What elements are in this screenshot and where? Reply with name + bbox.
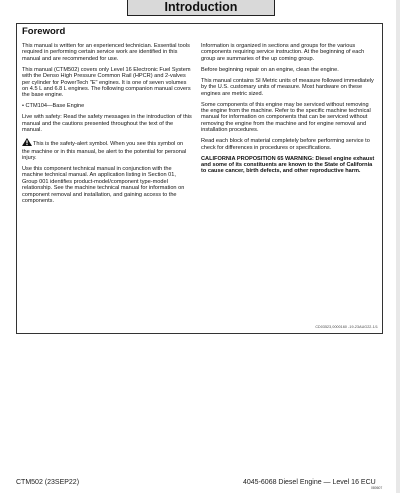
paragraph: This manual is written for an experienced technician. Essential tools required in performing certain service work are identified in this manual and are recommended for use.	[22, 43, 190, 62]
section-title: Foreword	[22, 26, 66, 37]
paragraph: This manual contains SI Metric units of measure followed immediately by the U.S. customary units of measure. Most hardware on these engines are metric sized.	[201, 77, 374, 97]
header-title-box	[127, 0, 275, 16]
paragraph: Some components of this engine may be serviced without removing the engine from the machine. Refer to the specific machine technical manual for information on components that can be serviced without removing the engine from the machine and for engine removal and installation procedures.	[201, 101, 371, 134]
page-title: Introduction	[164, 0, 238, 14]
reference-code: CD03523,0000160 -19-23AUG22-1/1	[315, 325, 378, 329]
footer-page-code: 080607	[371, 486, 383, 490]
footer-manual-id: CTM502 (23SEP22)	[16, 479, 80, 486]
prop65-warning: CALIFORNIA PROPOSITION 65 WARNING: Diesel engine exhaust and some of its constituents are known to the State of California to cause cancer, birth defects, and other reproductive harm.	[201, 155, 375, 175]
paragraph: Before beginning repair on an engine, clean the engine.	[201, 66, 339, 73]
paragraph: Live with safety: Read the safety messages in the introduction of this manual and the cautions presented throughout the text of the manual.	[22, 114, 192, 134]
header-bar	[0, 0, 400, 18]
safety-text: This is the safety-alert symbol. When you see this symbol on the machine or in this manual, be alert to the potential for personal injury.	[22, 141, 187, 162]
paragraph: Use this component technical manual in conjunction with the machine technical manual. An application listing in Section 01, Group 001 identifies product-model/component type-model relationship. See the machine technical manual for information on component removal and installation, and gaining access to the components.	[22, 166, 185, 205]
bullet-item: • CTM104—Base Engine	[22, 103, 85, 110]
foreword-frame	[16, 23, 383, 334]
safety-paragraph	[22, 138, 192, 161]
right-column	[201, 43, 377, 179]
paragraph: This manual (CTM502) covers only Level 16 Electronic Fuel System with the Denso High Pressure Common Rail (HPCR) and 2-valves per cylinder for PowerTech "E" engines. It is one of seven volumes on 4.5 L and 6.8 L engines. The following companion manual covers the base engine.	[22, 66, 191, 99]
left-column	[22, 43, 192, 209]
warning-triangle-icon	[22, 138, 32, 148]
paragraph: Information is organized in sections and groups for the various components requiring service instruction. At the beginning of each group are summaries of the up coming group.	[201, 43, 365, 62]
footer-manual-title: 4045-6068 Diesel Engine — Level 16 ECU	[243, 479, 376, 486]
page-edge	[396, 0, 400, 493]
paragraph: Read each block of material completely before performing service to check for differences in procedures or specifications.	[201, 138, 370, 151]
